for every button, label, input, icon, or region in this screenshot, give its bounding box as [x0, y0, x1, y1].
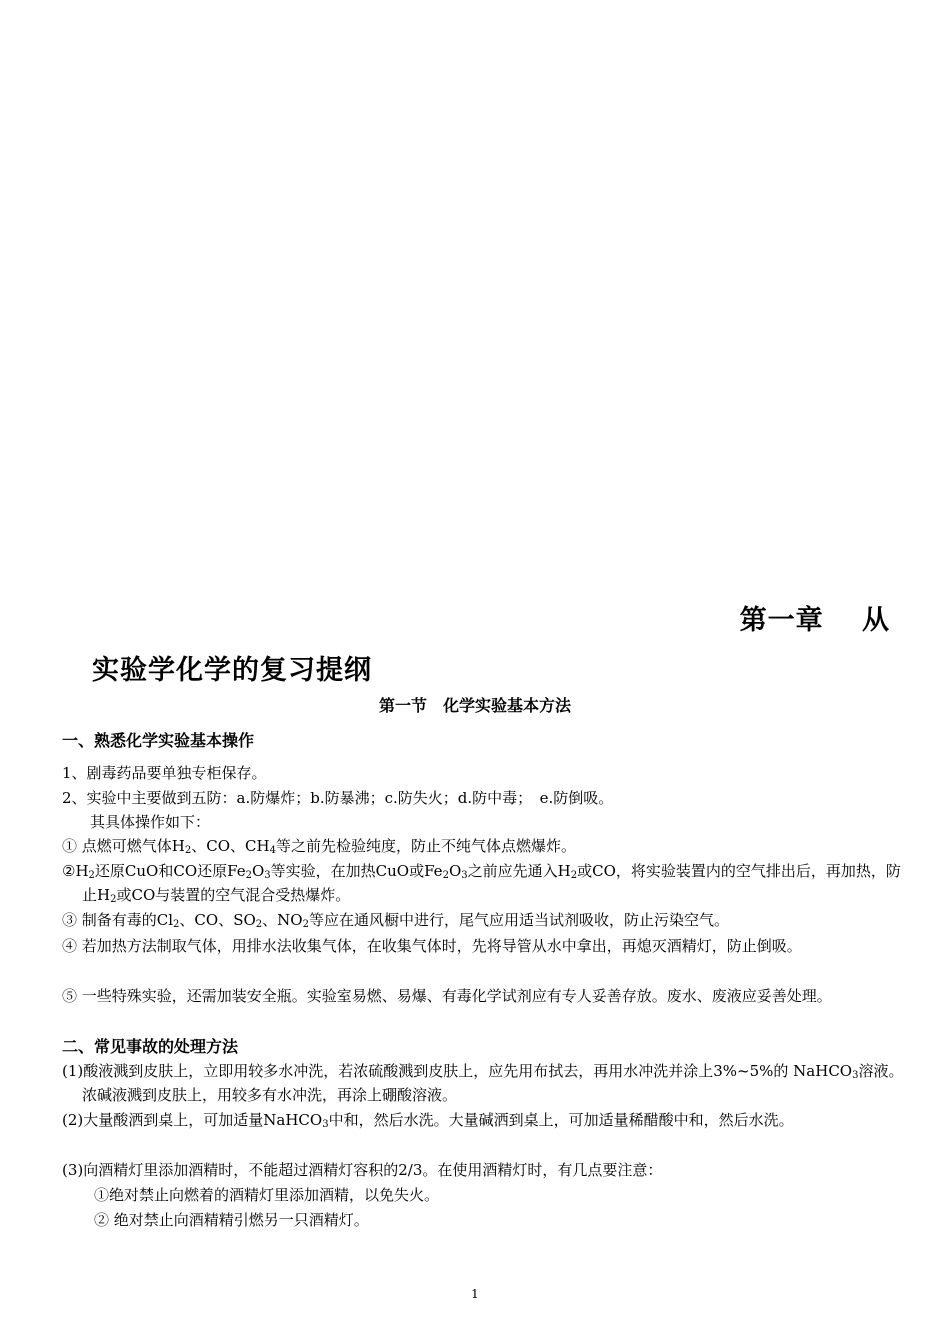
chapter-title-line2: 实验学化学的复习提纲 — [92, 655, 372, 686]
operation-4: ④ 若加热方法制取气体，用排水法收集气体，在收集气体时，先将导管从水中拿出，再熄灭酒精灯，防止倒吸。 — [62, 937, 802, 955]
accident-2: (2)大量酸洒到桌上，可加适量NaHCO$_3$中和，然后水洗。大量碱洒到桌上，可加适量稀醋酸中和，然后水洗。 — [62, 1111, 794, 1130]
heading-basic-operations: 一、熟悉化学实验基本操作 — [62, 731, 255, 750]
item-2-sub: 其具体操作如下： — [90, 813, 211, 831]
accident-3: (3)向酒精灯里添加酒精时，不能超过酒精灯容积的2/3。在使用酒精灯时，有几点要注意： — [62, 1161, 663, 1179]
operation-2: $②H_2$还原CuO和CO还原$Fe_2O_3$等实验，在加热CuO或$Fe_2O_3$之前应先通入$H_2$或CO，将实验装置内的空气排出后，再加热，防止$H_2$或CO与装置的空气混合受热爆炸。 — [62, 862, 901, 905]
page-number: 1 — [471, 1287, 479, 1301]
heading-accident-handling: 二、常见事故的处理方法 — [62, 1037, 239, 1056]
operation-1: ① 点燃可燃气体$H_2$、CO、$CH_4$等之前先检验纯度，防止不纯气体点燃爆炸。 — [62, 837, 576, 856]
accident-3-rule-1: ①绝对禁止向燃着的酒精灯里添加酒精，以免失火。 — [94, 1186, 440, 1204]
operation-5: ⑤ 一些特殊实验，还需加装安全瓶。实验室易燃、易爆、有毒化学试剂应有专人妥善存放。废水、废液应妥善处理。 — [62, 987, 832, 1005]
chapter-title-line1: 第一章 从 — [739, 605, 890, 636]
item-1: 1、剧毒药品要单独专柜保存。 — [62, 764, 267, 782]
item-2: 2、实验中主要做到五防：a.防爆炸；b.防暴沸；c.防失火；d.防中毒； e.防倒吸。 — [62, 789, 614, 807]
section-title: 第一节 化学实验基本方法 — [378, 696, 571, 715]
operation-3: ③ 制备有毒的$Cl_2$、CO、$SO_2$、$NO_2$等应在通风橱中进行，尾气应用适当试剂吸收，防止污染空气。 — [62, 911, 729, 930]
accident-3-rule-2: ② 绝对禁止向酒精精引燃另一只酒精灯。 — [94, 1211, 369, 1229]
accident-1: (1)酸液溅到皮肤上，立即用较多水冲洗，若浓硫酸溅到皮肤上，应先用布拭去，再用水冲洗并涂上3%~5%的 NaHCO$_3$溶液。浓碱液溅到皮肤上，用较多有水冲洗，再涂上硼酸溶液。 — [62, 1062, 904, 1104]
